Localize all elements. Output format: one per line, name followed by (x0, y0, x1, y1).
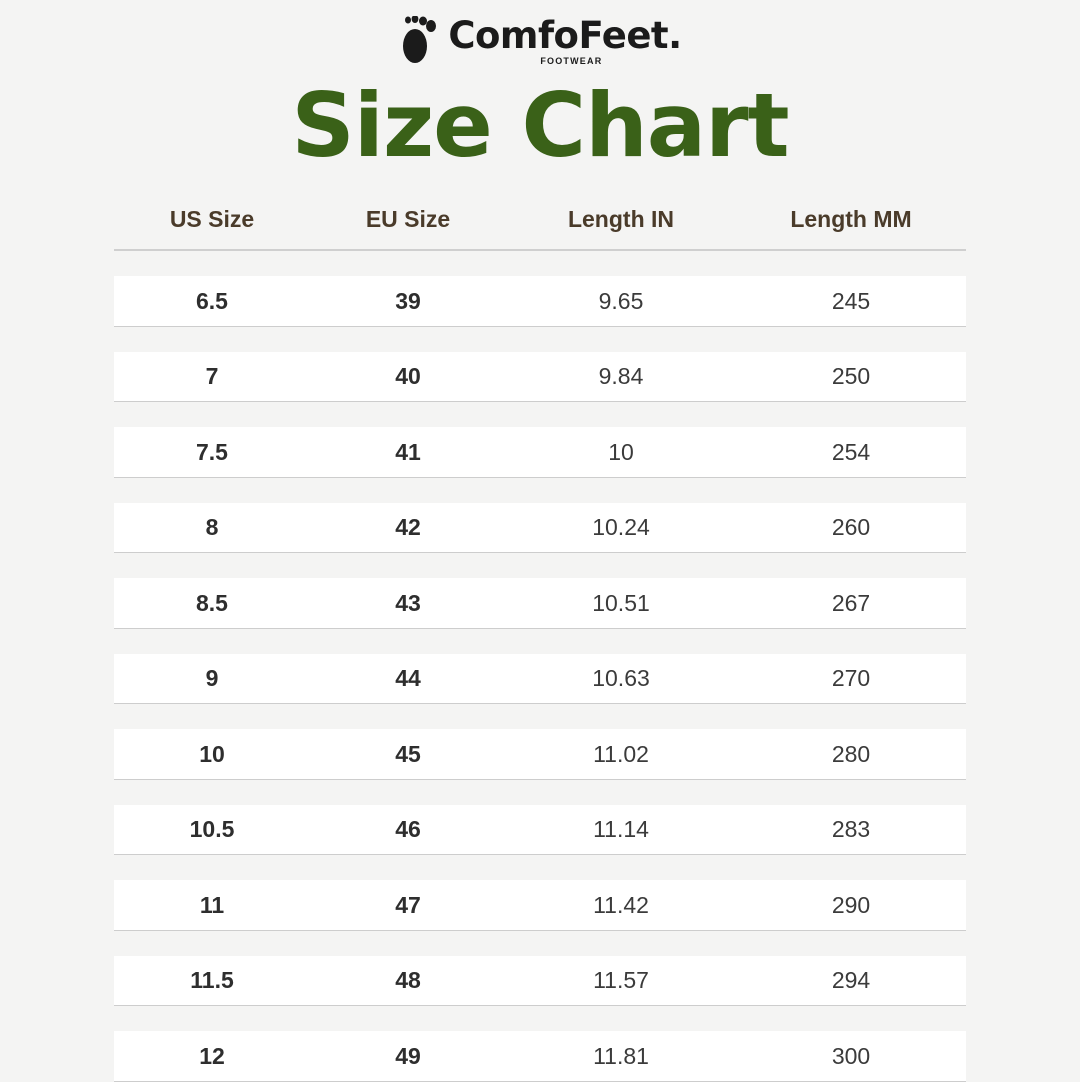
cell-length-mm: 245 (831, 287, 871, 314)
table-row (114, 578, 966, 629)
cell-length-mm: 270 (831, 665, 871, 692)
footprint-icon (398, 16, 442, 66)
row-spacer (114, 855, 966, 880)
cell-eu-size: 47 (395, 891, 421, 918)
row-spacer (114, 402, 966, 427)
cell-length-mm: 250 (831, 363, 871, 390)
cell-length-mm: 260 (831, 514, 871, 541)
size-table (114, 206, 966, 1082)
row-spacer (114, 629, 966, 654)
column-header-eu-size: EU Size (365, 206, 451, 233)
cell-us-size: 11 (199, 891, 225, 918)
row-spacer (114, 704, 966, 729)
row-spacer (114, 251, 966, 276)
table-row (114, 427, 966, 478)
cell-length-mm: 290 (831, 891, 871, 918)
cell-us-size: 12 (199, 1042, 225, 1069)
cell-eu-size: 45 (395, 740, 421, 767)
cell-eu-size: 42 (395, 514, 421, 541)
cell-length-in: 11.02 (593, 740, 649, 767)
cell-length-mm: 283 (831, 816, 871, 843)
row-spacer (114, 478, 966, 503)
cell-length-in: 11.57 (593, 967, 649, 994)
column-header-length-in: Length IN (567, 206, 675, 233)
cell-length-in: 10.51 (592, 589, 650, 616)
cell-length-in: 10 (608, 438, 634, 465)
table-row (114, 729, 966, 780)
cell-us-size: 7.5 (196, 438, 228, 465)
table-row (114, 276, 966, 327)
cell-us-size: 6.5 (196, 287, 228, 314)
cell-us-size: 10.5 (189, 816, 235, 843)
cell-length-in: 11.81 (593, 1042, 649, 1069)
cell-eu-size: 44 (395, 665, 421, 692)
cell-eu-size: 39 (395, 287, 421, 314)
cell-eu-size: 48 (395, 967, 421, 994)
cell-length-in: 10.24 (592, 514, 650, 541)
cell-us-size: 9 (205, 665, 219, 692)
cell-us-size: 11.5 (190, 967, 234, 994)
brand-header (0, 0, 1080, 66)
cell-eu-size: 46 (395, 816, 421, 843)
cell-eu-size: 43 (395, 589, 421, 616)
cell-length-mm: 300 (831, 1042, 871, 1069)
cell-length-mm: 294 (831, 967, 871, 994)
cell-length-mm: 280 (831, 740, 871, 767)
cell-length-mm: 254 (831, 438, 871, 465)
table-row (114, 654, 966, 705)
cell-length-in: 9.84 (598, 363, 644, 390)
table-header-row (114, 206, 966, 251)
row-spacer (114, 553, 966, 578)
table-row (114, 352, 966, 403)
brand-subtitle: FOOTWEAR (540, 55, 603, 66)
cell-us-size: 7 (205, 363, 219, 390)
column-header-length-mm: Length MM (790, 206, 912, 233)
cell-length-in: 11.42 (593, 891, 649, 918)
row-spacer (114, 780, 966, 805)
row-spacer (114, 1006, 966, 1031)
row-spacer (114, 327, 966, 352)
cell-eu-size: 41 (395, 438, 421, 465)
table-row (114, 880, 966, 931)
brand-name: ComfoFeet. (448, 13, 682, 57)
table-row (114, 956, 966, 1007)
table-row (114, 503, 966, 554)
table-row (114, 805, 966, 856)
cell-us-size: 8.5 (196, 589, 228, 616)
cell-length-in: 11.14 (593, 816, 649, 843)
cell-us-size: 8 (205, 514, 219, 541)
cell-eu-size: 49 (395, 1042, 421, 1069)
cell-us-size: 10 (199, 740, 225, 767)
table-row (114, 1031, 966, 1082)
brand-text (448, 13, 682, 66)
column-header-us-size: US Size (169, 206, 255, 233)
cell-eu-size: 40 (395, 363, 421, 390)
cell-length-in: 10.63 (592, 665, 650, 692)
row-spacer (114, 931, 966, 956)
cell-length-in: 9.65 (598, 287, 644, 314)
page-title: Size Chart (291, 74, 789, 177)
cell-length-mm: 267 (831, 589, 871, 616)
